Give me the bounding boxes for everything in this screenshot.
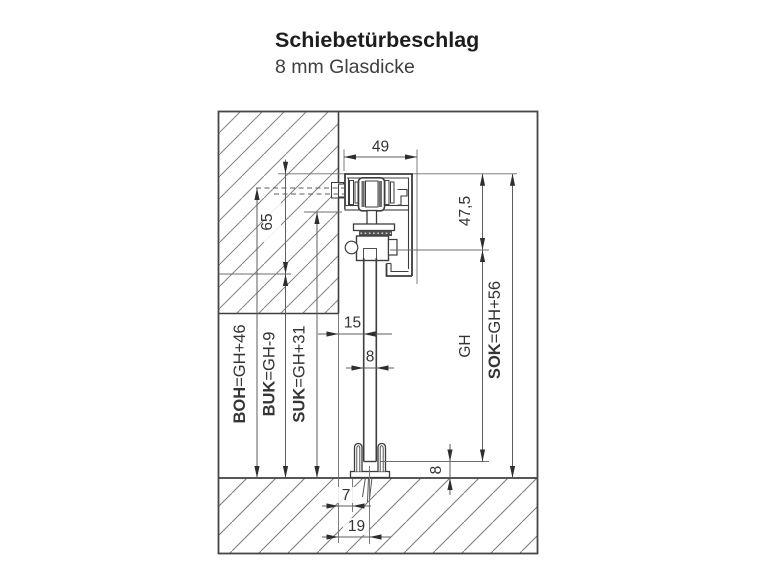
- dim-track-width: 49: [371, 138, 390, 156]
- dim-boh: BOH=GH+46: [231, 324, 249, 424]
- clamp-bolt: [345, 241, 358, 254]
- page-subtitle: 8 mm Glasdicke: [275, 56, 415, 78]
- floor-section: [219, 478, 538, 554]
- dim-sok: SOK=GH+56: [486, 280, 504, 380]
- page-title: Schiebetürbeschlag: [275, 28, 480, 52]
- dim-fixing-height: 65: [259, 213, 276, 231]
- profile-clip: [398, 190, 408, 206]
- dim-wall-to-glass: 15: [343, 314, 362, 332]
- dim-top-to-glass: 47,5: [457, 195, 474, 227]
- dim-suk: SUK=GH+31: [290, 325, 309, 423]
- dim-buk: BUK=GH-9: [260, 331, 279, 417]
- dim-wall-to-guide: 7: [341, 487, 351, 504]
- dim-floor-gap: 8: [428, 465, 445, 475]
- dim-glass-height: GH: [457, 334, 474, 358]
- dim-wall-to-guide-center: 19: [347, 518, 366, 535]
- mounting-bracket: [339, 184, 346, 197]
- hanger-bolt: [367, 211, 377, 225]
- dim-glass-thickness: 8: [365, 348, 375, 366]
